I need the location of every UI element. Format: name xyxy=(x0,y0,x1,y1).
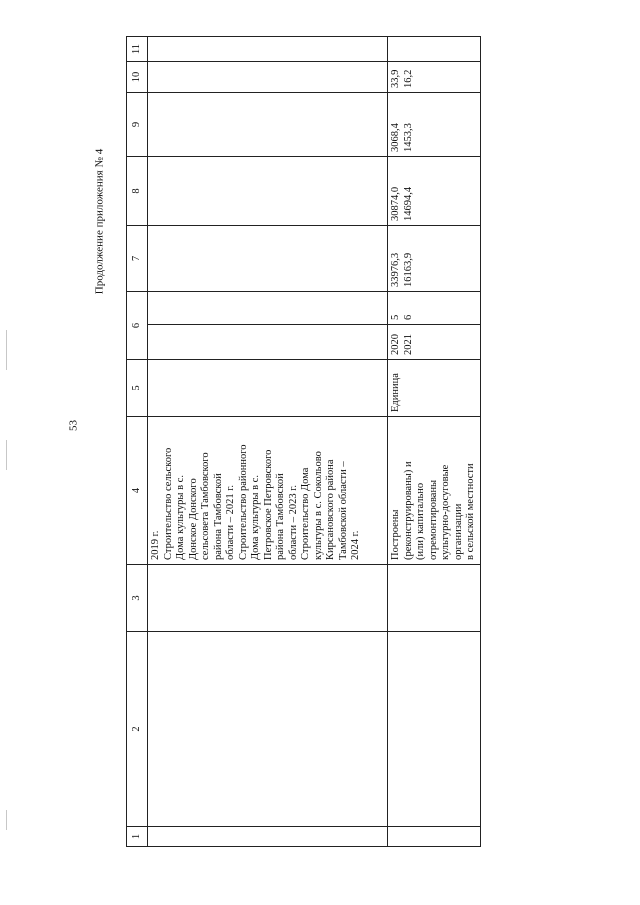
cell-a-6a xyxy=(148,325,388,360)
header-col-5: 5 xyxy=(127,360,148,417)
header-col-10: 10 xyxy=(127,62,148,93)
cell-b-3 xyxy=(388,565,481,632)
count-cell xyxy=(388,292,481,325)
cell-a-9 xyxy=(148,93,388,157)
scan-artifact xyxy=(6,810,7,830)
scan-artifact xyxy=(6,440,7,470)
desc-line: Петровское Петровского xyxy=(262,449,274,560)
col7-value: 33976,3 xyxy=(390,252,401,287)
cell-b-1 xyxy=(388,827,481,847)
desc-line: культуры в с. Сокольово xyxy=(312,451,324,560)
col10-value: 33,9 xyxy=(390,69,401,88)
desc-line: Построены xyxy=(390,509,401,560)
desc-line: культурно-досуговые xyxy=(440,464,451,560)
appendix-table xyxy=(126,36,481,847)
desc-line: области – 2021 г. xyxy=(225,485,236,560)
header-row xyxy=(127,37,148,847)
col8-value: 14694,4 xyxy=(402,186,414,221)
year-cell xyxy=(388,325,481,360)
desc-line: (реконструированы) и xyxy=(402,461,414,560)
desc-line: 2024 г. xyxy=(350,530,361,560)
cell-a-4-description xyxy=(148,417,388,565)
desc-line: сельсовета Тамбовского xyxy=(200,452,211,560)
cell-b-2 xyxy=(388,632,481,827)
page-number: 53 xyxy=(67,420,80,431)
table-row xyxy=(388,37,481,847)
cell-a-1 xyxy=(148,827,388,847)
header-col-9: 9 xyxy=(127,93,148,157)
col9-value: 1453,3 xyxy=(402,123,414,152)
desc-line: района Тамбовской xyxy=(275,473,286,560)
desc-line: Строительство Дома xyxy=(300,467,311,560)
desc-line: отремонтированы xyxy=(427,479,439,560)
col11-cell xyxy=(388,37,481,62)
col10-cell xyxy=(388,62,481,93)
col8-value: 30874,0 xyxy=(390,186,401,221)
unit-cell: Единица xyxy=(388,360,481,417)
cell-b-4-description xyxy=(388,417,481,565)
year-value: 2021 xyxy=(402,334,414,355)
cell-a-6b xyxy=(148,292,388,325)
desc-line: 2019 г. xyxy=(150,530,161,560)
header-col-1: 1 xyxy=(127,827,148,847)
desc-line: Дома культуры в с. xyxy=(175,475,186,560)
desc-line: (или) капитально xyxy=(415,482,426,560)
desc-line: района Тамбовской xyxy=(212,473,224,560)
desc-line: области – 2023 г. xyxy=(287,485,299,560)
table-row xyxy=(148,37,388,847)
col7-cell xyxy=(388,226,481,292)
header-col-11: 11 xyxy=(127,37,148,62)
col7-value: 16163,9 xyxy=(402,252,414,287)
cell-a-2 xyxy=(148,632,388,827)
desc-line: в сельской местности xyxy=(465,463,476,560)
desc-line: Строительство районного xyxy=(237,444,249,560)
header-col-2: 2 xyxy=(127,632,148,827)
desc-line: Кирсановского района xyxy=(325,459,336,560)
desc-line: Донское Донского xyxy=(187,478,199,560)
continuation-caption: Продолжение приложения № 4 xyxy=(93,148,106,295)
cell-a-7 xyxy=(148,226,388,292)
count-value: 5 xyxy=(390,314,401,320)
cell-a-10 xyxy=(148,62,388,93)
col8-cell xyxy=(388,157,481,226)
cell-a-3 xyxy=(148,565,388,632)
cell-a-8 xyxy=(148,157,388,226)
year-value: 2020 xyxy=(390,334,401,355)
desc-line: Строительство сельского xyxy=(162,447,174,560)
header-col-8: 8 xyxy=(127,157,148,226)
col9-cell xyxy=(388,93,481,157)
cell-a-11 xyxy=(148,37,388,62)
rotated-table xyxy=(126,37,476,847)
desc-line: Дома культуры в с. xyxy=(250,475,261,560)
count-value: 6 xyxy=(402,314,414,320)
desc-line: организации xyxy=(452,503,464,560)
scan-artifact xyxy=(6,330,7,370)
header-col-6: 6 xyxy=(127,292,148,360)
desc-line: Тамбовской области – xyxy=(337,461,349,560)
col10-value: 16,2 xyxy=(402,69,414,88)
header-col-7: 7 xyxy=(127,226,148,292)
header-col-3: 3 xyxy=(127,565,148,632)
header-col-4: 4 xyxy=(127,417,148,565)
cell-a-5 xyxy=(148,360,388,417)
col9-value: 3068,4 xyxy=(390,123,401,152)
